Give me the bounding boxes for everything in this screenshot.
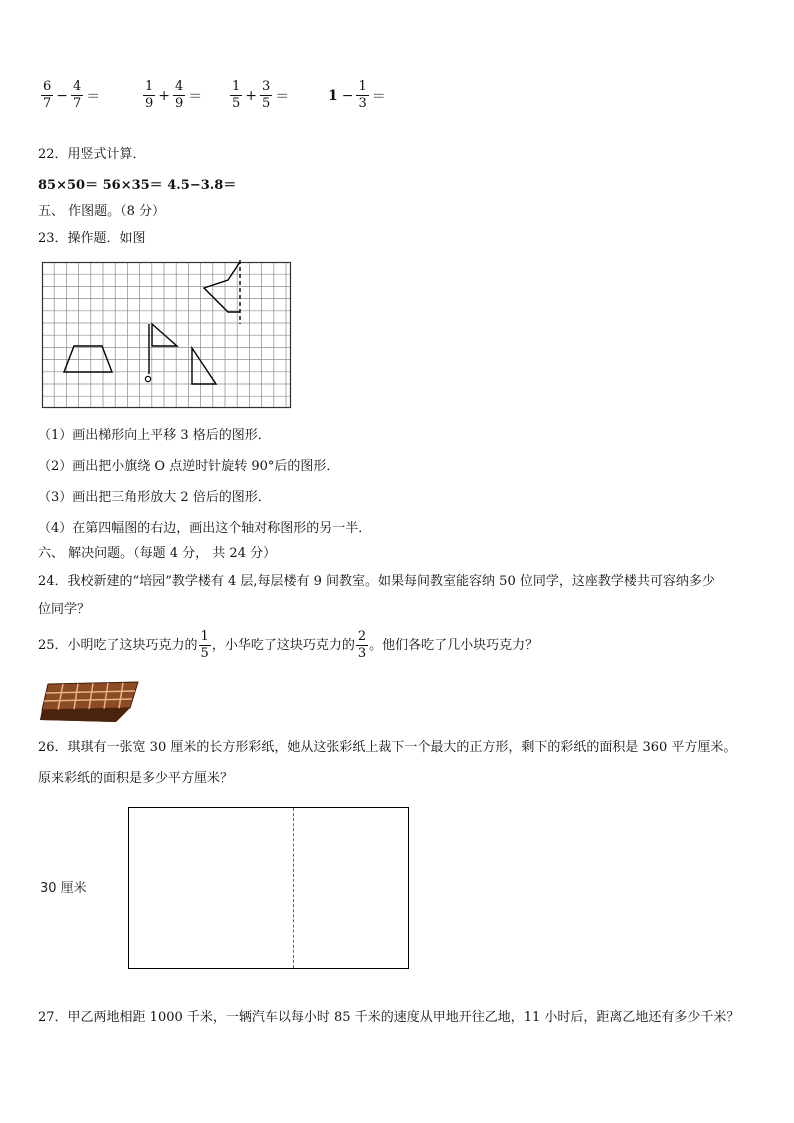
- q24-line-2: 位同学？: [38, 602, 91, 617]
- section-5-heading: 五、 作图题。（8 分）: [38, 204, 166, 219]
- fraction: $\frac{1}{3}$: [358, 79, 367, 111]
- fraction-expression-1: $\frac{6}{7}$ − $\frac{4}{7}$ ＝: [43, 79, 101, 111]
- q26-line-1: 26．琪琪有一张宽 30 厘米的长方形彩纸，她从这张彩纸上裁下一个最大的正方形，剩下的彩纸的面积是 360 平方厘米。: [38, 740, 737, 755]
- point-o-label: [0, 0, 1, 1]
- q23-item-3: （3）画出把三角形放大 2 倍后的图形．: [38, 490, 271, 505]
- q23-title: 23．操作题．如图: [38, 231, 146, 246]
- fraction-expression-3: $\frac{1}{5}$ + $\frac{3}{5}$ ＝: [232, 79, 290, 111]
- q25-question: 25．小明吃了这块巧克力的 $\frac{1}{5}$ ，小华吃了这块巧克力的 $\frac{2}{3}$ 。他们各吃了几小块巧克力？: [38, 629, 539, 661]
- fraction: $\frac{3}{5}$: [262, 79, 271, 111]
- q22-expressions: 85×50＝ 56×35＝ 4.5−3.8＝: [38, 178, 237, 193]
- q22-title: 22．用竖式计算．: [38, 147, 146, 162]
- section-6-heading: 六、 解决问题。（每题 4 分， 共 24 分）: [38, 546, 277, 561]
- fraction: $\frac{1}{9}$: [145, 79, 154, 111]
- fraction: $\frac{6}{7}$: [43, 79, 52, 111]
- q24-line-1: 24．我校新建的“培园”教学楼有 4 层,每层楼有 9 间教室。如果每间教室能容纳 50 位同学，这座教学楼共可容纳多少: [38, 574, 715, 589]
- q23-item-1: （1）画出梯形向上平移 3 格后的图形．: [38, 428, 271, 443]
- q23-item-4: （4）在第四幅图的右边，画出这个轴对称图形的另一半．: [38, 521, 372, 536]
- point-o: [145, 376, 150, 381]
- chocolate-bar-image: [38, 676, 140, 724]
- half-symmetric-shape: [204, 262, 240, 312]
- square-cut-line: [293, 808, 294, 968]
- fraction-expression-2: $\frac{1}{9}$ + $\frac{4}{9}$ ＝: [145, 79, 203, 111]
- q23-grid-figure: [42, 262, 292, 410]
- triangle-shape: [192, 348, 216, 384]
- fraction-expression-4: 1 − $\frac{1}{3}$ ＝: [328, 79, 386, 111]
- q26-width-label: 30 厘米: [40, 881, 87, 896]
- q26-rectangle-figure: [128, 807, 409, 969]
- fraction: $\frac{1}{5}$: [200, 629, 209, 661]
- fraction: $\frac{4}{7}$: [73, 79, 82, 111]
- q26-line-2: 原来彩纸的面积是多少平方厘米？: [38, 771, 234, 786]
- trapezoid-shape: [64, 346, 112, 372]
- fraction: $\frac{4}{9}$: [175, 79, 184, 111]
- fraction: $\frac{1}{5}$: [232, 79, 241, 111]
- q27-question: 27．甲乙两地相距 1000 千米，一辆汽车以每小时 85 千米的速度从甲地开往乙地，11 小时后，距离乙地还有多少千米？: [38, 1010, 740, 1025]
- fraction: $\frac{2}{3}$: [357, 629, 367, 661]
- q23-item-2: （2）画出把小旗绕 O 点逆时针旋转 90°后的图形．: [38, 459, 340, 474]
